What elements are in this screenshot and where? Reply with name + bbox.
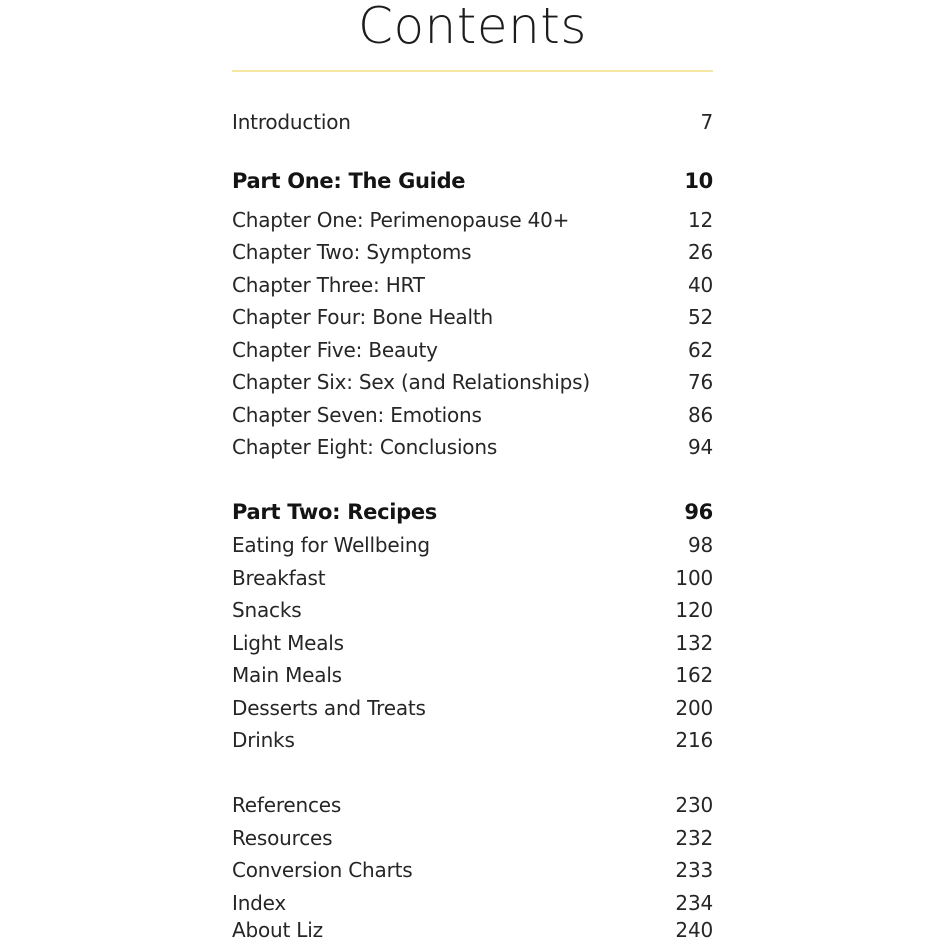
toc-entry-chapter-eight[interactable] bbox=[232, 432, 713, 462]
toc-entry-about-liz[interactable] bbox=[232, 915, 713, 945]
toc-entry-label: Chapter Two: Symptoms bbox=[232, 240, 472, 264]
toc-entry-references[interactable] bbox=[232, 790, 713, 820]
toc-entry-chapter-seven[interactable] bbox=[232, 400, 713, 430]
toc-entry-page: 234 bbox=[675, 891, 713, 915]
toc-entry-label: Chapter Four: Bone Health bbox=[232, 305, 493, 329]
toc-entry-page: 94 bbox=[687, 435, 713, 459]
toc-entry-label: Chapter Six: Sex (and Relationships) bbox=[232, 370, 590, 394]
toc-entry-page: 96 bbox=[684, 500, 713, 524]
toc-entry-chapter-three[interactable] bbox=[232, 270, 713, 300]
toc-entry-page: 233 bbox=[675, 858, 713, 882]
toc-entry-label: References bbox=[232, 793, 342, 817]
toc-entry-page: 10 bbox=[684, 169, 713, 193]
toc-entry-label: Part One: The Guide bbox=[232, 169, 466, 193]
toc-entry-label: Main Meals bbox=[232, 663, 342, 687]
title-divider bbox=[232, 70, 713, 72]
toc-entry-label: Index bbox=[232, 891, 287, 915]
toc-entry-page: 76 bbox=[687, 370, 713, 394]
toc-entry-label: Introduction bbox=[232, 110, 351, 134]
toc-entry-page: 62 bbox=[687, 338, 713, 362]
toc-entry-eating-for-wellbeing[interactable] bbox=[232, 530, 713, 560]
toc-entry-page: 120 bbox=[675, 598, 713, 622]
toc-entry-desserts-and-treats[interactable] bbox=[232, 693, 713, 723]
toc-part-one-heading[interactable] bbox=[232, 166, 713, 196]
toc-entry-introduction[interactable] bbox=[232, 107, 713, 137]
toc-entry-page: 132 bbox=[675, 631, 713, 655]
toc-entry-light-meals[interactable] bbox=[232, 628, 713, 658]
toc-entry-chapter-two[interactable] bbox=[232, 237, 713, 267]
toc-entry-page: 100 bbox=[675, 566, 713, 590]
toc-entry-label: Chapter Seven: Emotions bbox=[232, 403, 482, 427]
toc-entry-label: Chapter Three: HRT bbox=[232, 273, 425, 297]
toc-entry-page: 7 bbox=[700, 110, 713, 134]
toc-entry-label: Chapter One: Perimenopause 40+ bbox=[232, 208, 570, 232]
toc-entry-label: Snacks bbox=[232, 598, 302, 622]
toc-entry-chapter-four[interactable] bbox=[232, 302, 713, 332]
toc-entry-chapter-six[interactable] bbox=[232, 367, 713, 397]
toc-entry-page: 200 bbox=[675, 696, 713, 720]
toc-entry-conversion-charts[interactable] bbox=[232, 855, 713, 885]
toc-entry-label: Desserts and Treats bbox=[232, 696, 426, 720]
toc-entry-page: 86 bbox=[687, 403, 713, 427]
toc-entry-label: Chapter Eight: Conclusions bbox=[232, 435, 498, 459]
toc-entry-resources[interactable] bbox=[232, 823, 713, 853]
toc-entry-page: 40 bbox=[687, 273, 713, 297]
toc-entry-label: Resources bbox=[232, 826, 333, 850]
toc-entry-main-meals[interactable] bbox=[232, 660, 713, 690]
toc-entry-label: Drinks bbox=[232, 728, 295, 752]
toc-entry-page: 12 bbox=[687, 208, 713, 232]
toc-entry-page: 216 bbox=[675, 728, 713, 752]
toc-entry-page: 230 bbox=[675, 793, 713, 817]
page-title: Contents bbox=[358, 0, 587, 55]
toc-entry-drinks[interactable] bbox=[232, 725, 713, 755]
toc-entry-label: About Liz bbox=[232, 918, 323, 942]
toc-entry-breakfast[interactable] bbox=[232, 563, 713, 593]
toc-entry-label: Conversion Charts bbox=[232, 858, 413, 882]
toc-entry-label: Light Meals bbox=[232, 631, 344, 655]
toc-entry-chapter-one[interactable] bbox=[232, 205, 713, 235]
toc-entry-snacks[interactable] bbox=[232, 595, 713, 625]
toc-entry-label: Eating for Wellbeing bbox=[232, 533, 430, 557]
toc-entry-page: 232 bbox=[675, 826, 713, 850]
toc-entry-page: 240 bbox=[675, 918, 713, 942]
toc-entry-page: 162 bbox=[675, 663, 713, 687]
toc-entry-page: 52 bbox=[687, 305, 713, 329]
toc-entry-label: Part Two: Recipes bbox=[232, 500, 437, 524]
toc-entry-index[interactable] bbox=[232, 888, 713, 918]
toc-entry-label: Chapter Five: Beauty bbox=[232, 338, 438, 362]
toc-part-two-heading[interactable] bbox=[232, 497, 713, 527]
toc-entry-page: 26 bbox=[687, 240, 713, 264]
toc-entry-label: Breakfast bbox=[232, 566, 326, 590]
toc-entry-chapter-five[interactable] bbox=[232, 335, 713, 365]
toc-entry-page: 98 bbox=[687, 533, 713, 557]
